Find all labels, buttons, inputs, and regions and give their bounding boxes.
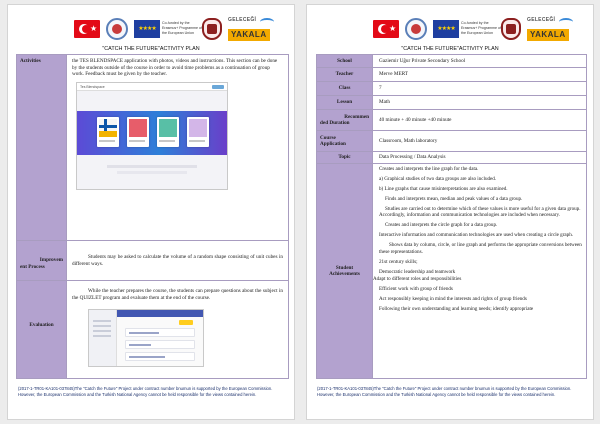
lesson-info-table [316, 54, 587, 379]
footer-disclaimer: (2017-1-TR01-KA101-037845)The "Catch the Future" Project under contract number bnumun is supported by the European Commission. However, the European Commission and the Turkish National Agency cannot be held responsible for the views contained herein. [317, 386, 572, 397]
achievement-item: Creates and interprets the circle graph for a data group. [385, 222, 498, 229]
agency-logo-icon [405, 18, 427, 40]
achievement-item: 21st century skills; [379, 258, 418, 265]
application-label: Course Application [317, 131, 373, 152]
achievement-item: Adapt to different roles and responsibilities [373, 276, 462, 283]
yakala-logo: GELECEĞİ YAKALA [228, 17, 274, 41]
improvement-cell [67, 241, 289, 281]
lesson-tile [97, 117, 119, 147]
activities-cell [67, 55, 289, 241]
blendspace-button-icon [212, 85, 224, 89]
school-label: School [317, 55, 373, 68]
achievement-item: Interactive information and communication technologies are used when creating a circle graph. [379, 232, 574, 239]
activities-label: Activities [17, 55, 67, 241]
lesson-tile [157, 117, 179, 147]
document-page-left [7, 4, 295, 420]
header-logos [315, 17, 585, 43]
achievement-item: Democratic leadership and teamwork [379, 268, 456, 275]
document-page-right [306, 4, 594, 420]
blendspace-bar: Tes Blendspace [77, 83, 227, 91]
school-logo-icon [202, 18, 222, 40]
achievements-list [373, 164, 587, 379]
eu-cofunded-text: Co-funded by the Erasmus+ Programme of the European Union [162, 21, 203, 35]
evaluation-label: Evaluation [17, 281, 67, 379]
header-logos [16, 17, 286, 43]
achievements-label: Student Achievements [317, 164, 373, 379]
achievement-item: b) Line graphs that cause misinterpretations are also examined. [379, 186, 508, 192]
duration-value: 40 minute + 40 minute +40 minute [373, 110, 587, 131]
topic-value: Data Processing / Data Analysis [373, 152, 587, 164]
turkey-flag-icon: ★ [373, 20, 399, 38]
yakala-logo: GELECEĞİ YAKALA [527, 17, 573, 41]
achievement-item: Act responsibly keeping in mind the interests and rights of group friends [379, 296, 527, 303]
quizlet-screenshot [88, 309, 204, 367]
improvement-text: Students may be asked to calculate the volume of a random shape consisting of unit cubes in different ways. [72, 254, 283, 267]
lesson-value: Math [373, 96, 587, 110]
class-value: 7 [373, 82, 587, 96]
plan-title: "CATCH THE FUTURE"ACTIVITY PLAN [401, 46, 499, 52]
improvement-label: Improvem ent Process [17, 241, 67, 281]
class-label: Class [317, 82, 373, 96]
achievement-item: Shows data by column, circle, or line graph and performs the appropriate conversions between these representations. [379, 242, 582, 255]
application-value: Classroom, Math laboratory [373, 131, 587, 152]
evaluation-text: While the teacher prepares the course, the students can prepare questions about the subject in the QUIZLET program and evaluate them at the end of the course. [72, 288, 283, 301]
activities-text: the TES BLENDSPACE application with photos, videos and instructions. This section can be done by the students outside of the course in order to avoid time problems as a continuation of group work. Feedback must be given by the teacher. [72, 58, 278, 77]
achievement-item: Following their own understanding and learning needs; identify appropriate [379, 306, 534, 313]
eu-flag-icon: ★★★★ [134, 20, 160, 38]
activity-plan-table [16, 54, 289, 379]
topic-label: Topic [317, 152, 373, 164]
duration-label: Recommen ded Duration [317, 110, 373, 131]
agency-logo-icon [106, 18, 128, 40]
turkey-flag-icon: ★ [74, 20, 100, 38]
achievement-item: a) Graphical studies of two data groups are also included. [379, 176, 497, 182]
lesson-tile [127, 117, 149, 147]
eu-flag-icon: ★★★★ [433, 20, 459, 38]
footer-disclaimer: (2017-1-TR01-KA101-037845)The "Catch the Future" Project under contract number bnumun is supported by the European Commission. However, the European Commission and the Turkish National Agency cannot be held responsible for the views contained herein. [18, 386, 273, 397]
blendspace-screenshot [76, 82, 228, 190]
achievement-item: Creates and interprets the line graph for the data. [379, 166, 479, 172]
lesson-tile [187, 117, 209, 147]
achievement-item: Studies are carried out to determine which of these values is more useful for a given data group. Accordingly, information and communication technologies are included when necessary. [379, 206, 581, 219]
evaluation-cell [67, 281, 289, 379]
achievement-item: Efficient work with group of friends [379, 286, 453, 293]
teacher-value: Merve MERT [373, 68, 587, 82]
eu-cofunded-text: Co-funded by the Erasmus+ Programme of the European Union [461, 21, 502, 35]
school-value: Gaziemir Uğur Private Secondary School [373, 55, 587, 68]
lesson-label: Lesson [317, 96, 373, 110]
teacher-label: Teacher [317, 68, 373, 82]
plan-title: "CATCH THE FUTURE"ACTIVITY PLAN [102, 46, 200, 52]
achievement-item: Finds and interprets mean, median and peak values of a data group. [385, 196, 523, 202]
school-logo-icon [501, 18, 521, 40]
